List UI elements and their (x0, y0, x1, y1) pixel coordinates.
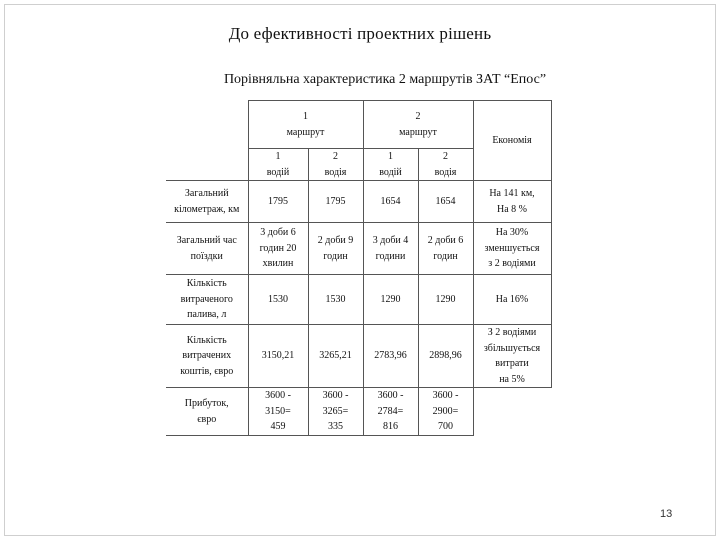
table-cell: 1654 (363, 181, 418, 223)
savings-cell: На 30% зменшується з 2 водіями (473, 223, 551, 275)
row-label: Прибуток, євро (166, 388, 248, 436)
savings-cell: На 141 км, На 8 % (473, 181, 551, 223)
savings-header: Економія (473, 101, 551, 181)
page-title: До ефективності проектних рішень (228, 24, 492, 43)
table-cell: 1795 (308, 181, 363, 223)
table-cell: 3 доби 4 години (363, 223, 418, 275)
row-label: Кількість витраченого палива, л (166, 275, 248, 325)
route2-header: 2 маршрут (363, 101, 473, 149)
table-row (166, 388, 551, 436)
table-cell: 1795 (248, 181, 308, 223)
table-cell: 2898,96 (418, 325, 473, 388)
route2-driver2-header: 2 водія (418, 149, 473, 181)
savings-cell (473, 388, 551, 436)
comparison-table (166, 100, 552, 436)
table-cell: 3265,21 (308, 325, 363, 388)
table-cell: 1290 (363, 275, 418, 325)
table-cell: 2783,96 (363, 325, 418, 388)
table-cell: 1290 (418, 275, 473, 325)
table-cell: 3600 - 3150= 459 (248, 388, 308, 436)
table-cell: 3600 - 3265= 335 (308, 388, 363, 436)
route2-driver1-header: 1 водій (363, 149, 418, 181)
row-label: Кількість витрачених коштів, євро (166, 325, 248, 388)
table-cell: 3 доби 6 годин 20 хвилин (248, 223, 308, 275)
corner-cell (166, 101, 248, 181)
page-number: 13 (660, 508, 673, 520)
table-cell: 2 доби 6 годин (418, 223, 473, 275)
route1-header: 1 маршрут (248, 101, 363, 149)
savings-cell: На 16% (473, 275, 551, 325)
table-row (166, 181, 551, 223)
route1-driver2-header: 2 водія (308, 149, 363, 181)
table-cell: 2 доби 9 годин (308, 223, 363, 275)
table-cell: 3600 - 2784= 816 (363, 388, 418, 436)
table-cell: 1654 (418, 181, 473, 223)
row-label: Загальний час поїздки (166, 223, 248, 275)
table-cell: 1530 (248, 275, 308, 325)
savings-cell: З 2 водіями збільшується витрати на 5% (473, 325, 551, 388)
table-caption: Порівняльна характеристика 2 маршрутів ЗАТ “Епос” (223, 72, 547, 87)
table-cell: 3600 - 2900= 700 (418, 388, 473, 436)
table-row (166, 275, 551, 325)
table-cell: 3150,21 (248, 325, 308, 388)
table-cell: 1530 (308, 275, 363, 325)
table-row (166, 325, 551, 388)
table-row (166, 223, 551, 275)
route1-driver1-header: 1 водій (248, 149, 308, 181)
header-row (166, 101, 551, 149)
row-label: Загальний кілометраж, км (166, 181, 248, 223)
